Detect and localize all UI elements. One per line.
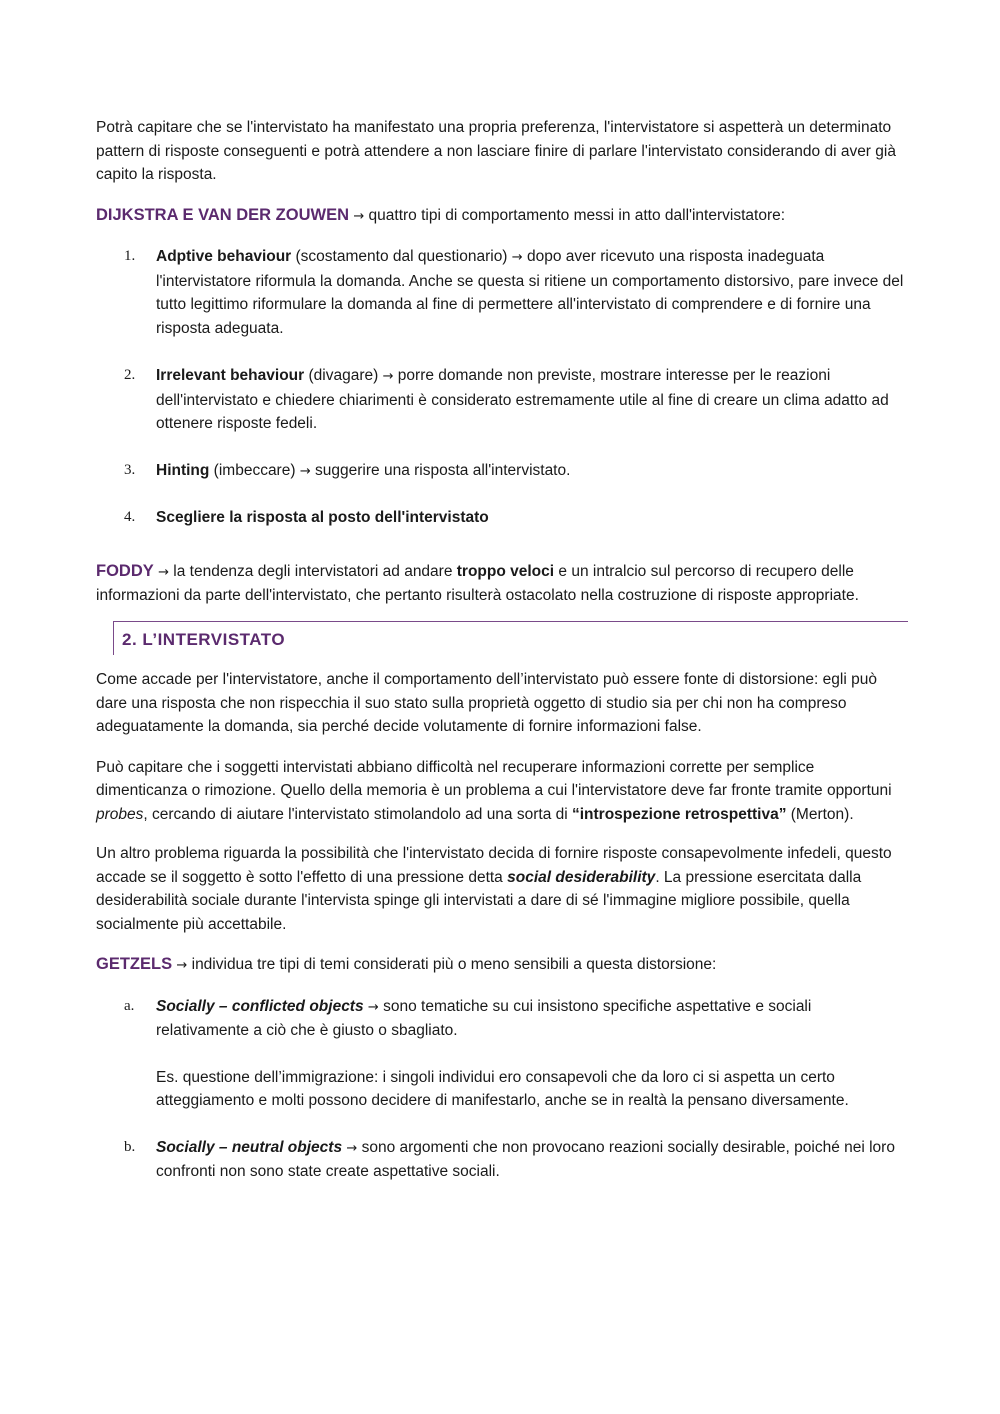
list-paren: (scostamento dal questionario) — [291, 248, 512, 265]
p4-post: . La pressione esercitata dalla desiderabilità sociale durante l'intervista spinge gli intervistati a dare di sé l'immagine migliore possibile, quella socialmente più accettabile. — [96, 868, 862, 933]
p3-bold: “introspezione retrospettiva” — [572, 805, 787, 823]
arrow-icon: → — [176, 958, 188, 973]
document-page — [96, 116, 908, 1184]
author-getzels: GETZELS — [96, 955, 173, 973]
arrow-icon: → — [346, 1140, 358, 1156]
list-item — [96, 1136, 908, 1184]
getzels-intro-text: individua tre tipi di temi considerati più o meno sensibili a questa distorsione: — [187, 956, 717, 973]
arrow-icon: → — [367, 999, 379, 1015]
list-letter: a. — [124, 997, 135, 1014]
getzels-list — [96, 995, 908, 1184]
list-text: sono argomenti che non provocano reazioni socially desirable, poiché nei loro confronti non sono state create aspettative sociali. — [156, 1138, 895, 1180]
example-text: Es. questione dell’immigrazione: i singoli individui ero consapevoli che da loro ci si aspetta un certo atteggiamento e molti possono decidere di manifestarlo, anche se in realtà la pensano diversamente. — [156, 1068, 849, 1109]
list-paren: (divagare) — [304, 367, 383, 384]
list-term: Socially – neutral objects — [156, 1138, 343, 1156]
arrow-icon: → — [511, 250, 523, 265]
list-term: Irrelevant behaviour — [156, 367, 305, 384]
list-term: Adptive behaviour — [156, 248, 292, 265]
p3-italic: probes — [96, 805, 144, 823]
list-item — [96, 245, 908, 340]
list-letter: b. — [124, 1138, 136, 1155]
list-number: 3. — [124, 461, 136, 478]
p3-mid: , cercando di aiutare l'intervistato stimolandolo ad una sorta di — [143, 805, 572, 823]
list-term: Hinting — [156, 461, 210, 479]
list-text: suggerire una risposta all'intervistato. — [310, 461, 571, 479]
p3-post: (Merton). — [786, 805, 854, 823]
arrow-icon: → — [158, 564, 169, 580]
list-item — [96, 364, 908, 436]
list-number: 4. — [124, 509, 136, 525]
arrow-icon: → — [353, 208, 365, 224]
list-term: Socially – conflicted objects — [156, 997, 364, 1015]
list-item — [96, 459, 908, 484]
paragraph-4 — [96, 842, 908, 936]
list-number: 1. — [124, 248, 136, 264]
list-text: sono tematiche su cui insistono specifiche aspettative e sociali relativamente a ciò che è giusto o sbagliato. — [156, 997, 812, 1039]
list-text: dopo aver ricevuto una risposta inadeguata l'intervistatore riformula la domanda. Anche se questa si ritiene un comportamento distorsivo, pare invece del tutto legittimo riformulare la domanda al fine di permettere all'intervistato di comprendere e di fornire una risposta adeguata. — [156, 248, 904, 337]
behaviour-list — [96, 245, 908, 530]
author-dijkstra: DIJKSTRA E VAN DER ZOUWEN — [96, 205, 350, 224]
list-term: Scegliere la risposta al posto dell'intervistato — [156, 509, 489, 526]
p3-pre: Può capitare che i soggetti intervistati abbiano difficoltà nel recuperare informazioni corrette per semplice dimenticanza o rimozione. Quello della memoria è un problema a cui l'intervistatore deve far fronte tramite opportuni — [96, 758, 892, 799]
list-number: 2. — [124, 367, 136, 383]
dvz-intro — [96, 204, 908, 229]
p4-bold-italic: social desiderability — [507, 868, 656, 886]
list-paren: (imbeccare) — [209, 461, 300, 479]
arrow-icon: → — [382, 369, 394, 384]
list-item — [96, 506, 908, 530]
paragraph-intro: Potrà capitare che se l'intervistato ha manifestato una propria preferenza, l'intervistatore si aspetterà un determinato pattern di risposte conseguenti e potrà attendere a non lasciare finire di parlare l'intervistato considerando di aver già capito la risposta. — [96, 119, 896, 183]
getzels-intro — [96, 953, 908, 978]
list-item — [96, 995, 908, 1113]
foddy-text-post: e un intralcio sul percorso di recupero delle informazioni da parte dell'intervistato, che pertanto risulterà ostacolato nella costruzione di risposte appropriate. — [96, 562, 859, 604]
list-text: porre domande non previste, mostrare interesse per le reazioni dell'intervistato e chiedere chiarimenti è considerato estremamente utile al fine di creare un clima adatto ad ottenere risposte fedeli. — [156, 367, 889, 432]
section-heading: 2. L’INTERVISTATO — [113, 621, 908, 656]
foddy-bold: troppo veloci — [456, 562, 555, 580]
dvz-intro-text: quattro tipi di comportamento messi in atto dall'intervistatore: — [364, 206, 786, 224]
arrow-icon: → — [299, 463, 311, 479]
paragraph-2: Come accade per l'intervistatore, anche il comportamento dell’intervistato può essere fonte di distorsione: egli può dare una risposta che non rispecchia il suo stato sulla proprietà oggetto di studio sia per chi non ha compreso adeguatamente la domanda, sia perché decide volutamente di fornire informazioni false. — [96, 671, 877, 735]
paragraph-3 — [96, 756, 908, 827]
foddy-text-pre: la tendenza degli intervistatori ad andare — [168, 562, 457, 580]
author-foddy: FODDY — [96, 561, 154, 580]
p4-pre: Un altro problema riguarda la possibilità che l'intervistato decida di fornire risposte consapevolmente infedeli, questo accade se il soggetto è sotto l'effetto di una pressione detta — [96, 845, 892, 886]
foddy-paragraph — [96, 560, 908, 608]
